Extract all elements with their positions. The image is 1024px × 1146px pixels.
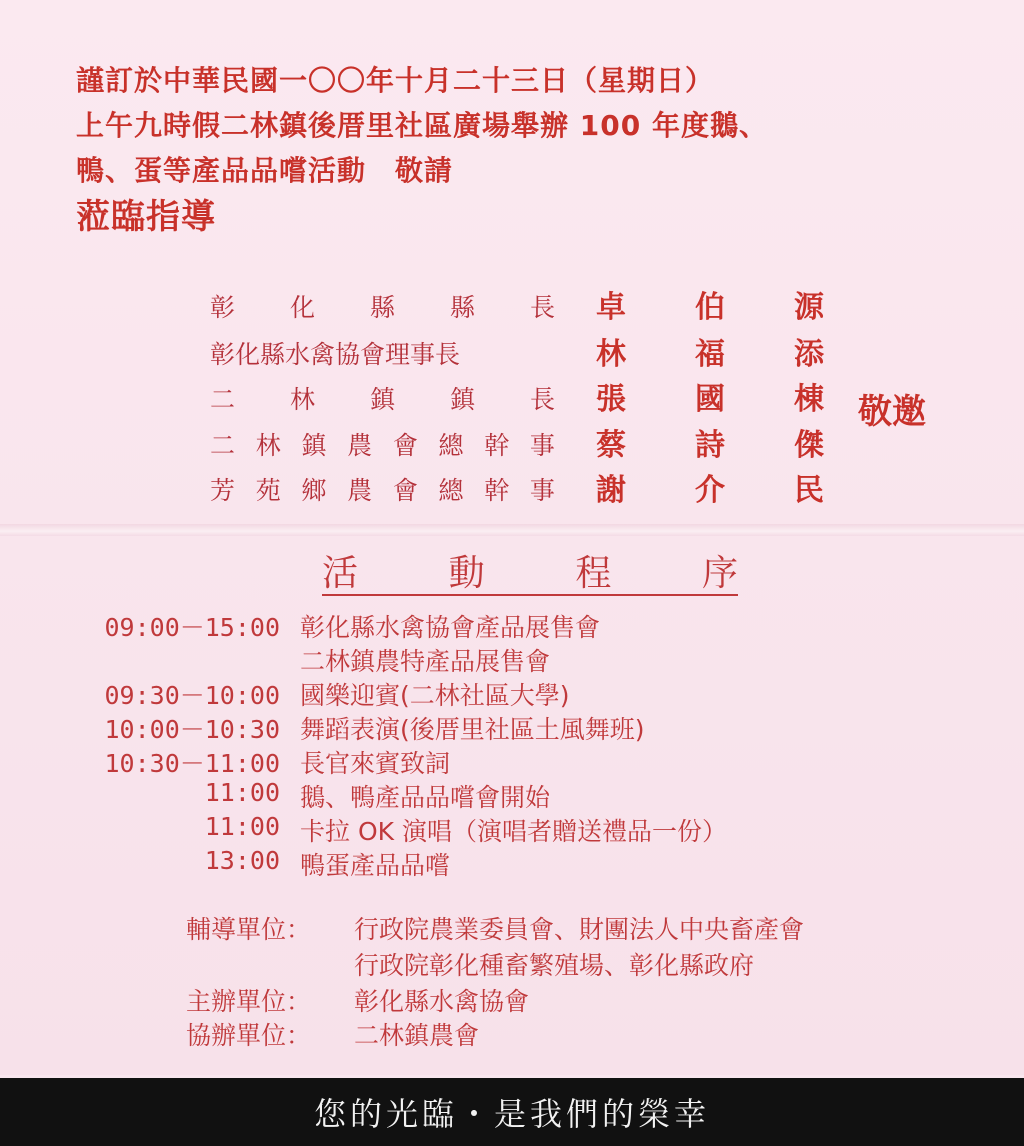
host-title-char: 事: [529, 476, 555, 505]
host-title-char: 總: [438, 431, 464, 460]
intro-line-4: 蒞臨指導: [76, 197, 216, 237]
host-name-char: 國: [695, 382, 725, 417]
schedule-activity: 鴨蛋產品品嚐: [300, 851, 451, 880]
program-title-char: 程: [575, 553, 612, 594]
host-name-char: 伯: [695, 290, 725, 325]
invitation-intro: [76, 58, 976, 240]
schedule-time: 11:00: [204, 778, 280, 807]
host-title-char: 會: [392, 431, 418, 460]
host-org-value: 彰化縣水禽協會: [354, 987, 530, 1016]
host-title-char: 彰: [210, 293, 236, 322]
host-title-char: 鎮: [301, 431, 327, 460]
schedule-time: 11:00: [204, 812, 280, 841]
co-org-label: 協辦單位：: [186, 1021, 312, 1050]
host-title-char: 鎮: [369, 385, 395, 414]
invite-text: 敬邀: [858, 392, 926, 432]
schedule-activity: 長官來賓致詞: [300, 749, 451, 778]
host-title-char: 農: [347, 431, 373, 460]
host-title-char: 縣: [449, 293, 475, 322]
host-title: [210, 471, 555, 507]
program-title-char: 活: [322, 553, 359, 594]
host-title-char: 總: [438, 476, 464, 505]
host-org-label: 主辦單位：: [186, 987, 312, 1016]
footer-text: 您的光臨・是我們的榮幸: [313, 1095, 710, 1133]
host-title: [210, 426, 555, 462]
host-name: [596, 282, 824, 326]
host-name: [596, 329, 824, 373]
host-name: [596, 420, 824, 464]
schedule-time: 10:00－10:30: [104, 715, 280, 744]
program-title-char: 動: [448, 553, 485, 594]
program-title-char: 序: [701, 553, 738, 594]
schedule-time: 10:30－11:00: [104, 749, 280, 778]
schedule-activity: 國樂迎賓(二林社區大學): [300, 681, 570, 710]
host-title-char: 長: [529, 293, 555, 322]
host-name: [596, 465, 824, 509]
host-name-char: 林: [596, 337, 626, 372]
host-title-char: 長: [529, 385, 555, 414]
host-title-char: 會: [392, 476, 418, 505]
program-title: [322, 554, 738, 596]
host-title-char: 二: [210, 385, 236, 414]
intro-line-3: 鴨、蛋等產品品嚐活動 敬請: [76, 154, 454, 187]
paper-fold: [0, 524, 1024, 536]
host-name-char: 謝: [596, 473, 626, 508]
host-title-char: 彰化縣水禽協會理事長: [210, 340, 461, 369]
host-name-char: 介: [695, 473, 725, 508]
intro-line-2: 上午九時假二林鎮後厝里社區廣場舉辦 100 年度鵝、: [76, 109, 768, 142]
host-title-char: 苑: [255, 476, 281, 505]
schedule-activity: 二林鎮農特產品展售會: [300, 647, 551, 676]
host-title: [210, 335, 555, 371]
host-title-char: 二: [210, 431, 236, 460]
host-name-char: 福: [695, 337, 725, 372]
co-org-value: 二林鎮農會: [354, 1021, 480, 1050]
host-title-char: 鎮: [449, 385, 475, 414]
host-name-char: 民: [794, 473, 824, 508]
host-title-char: 農: [347, 476, 373, 505]
host-title: [210, 288, 555, 324]
host-title-char: 縣: [369, 293, 395, 322]
host-title-char: 林: [289, 385, 315, 414]
advisor-line-2: 行政院彰化種畜繁殖場、彰化縣政府: [354, 951, 755, 980]
intro-line-1: 謹訂於中華民國一〇〇年十月二十三日（星期日）: [76, 64, 715, 97]
host-name-char: 卓: [596, 290, 626, 325]
host-name-char: 源: [794, 290, 824, 325]
host-name-char: 棟: [794, 382, 824, 417]
host-title-char: 鄉: [301, 476, 327, 505]
host-name: [596, 374, 824, 418]
schedule-activity: 鵝、鴨產品品嚐會開始: [300, 783, 551, 812]
schedule-time: 09:30－10:00: [104, 681, 280, 710]
schedule-time: 13:00: [204, 846, 280, 875]
host-title-char: 林: [255, 431, 281, 460]
schedule-activity: 卡拉 OK 演唱（演唱者贈送禮品一份）: [300, 817, 727, 846]
host-title-char: 幹: [484, 476, 510, 505]
advisor-line-1: 行政院農業委員會、財團法人中央畜產會: [354, 915, 805, 944]
advisor-label: 輔導單位：: [186, 915, 312, 944]
host-name-char: 張: [596, 382, 626, 417]
host-title: [210, 380, 555, 416]
host-title-char: 幹: [484, 431, 510, 460]
host-name-char: 蔡: [596, 428, 626, 463]
schedule-activity: 彰化縣水禽協會產品展售會: [300, 613, 601, 642]
host-name-char: 傑: [794, 428, 824, 463]
host-title-char: 芳: [210, 476, 236, 505]
host-name-char: 添: [794, 337, 824, 372]
host-title-char: 化: [289, 293, 315, 322]
schedule-activity: 舞蹈表演(後厝里社區土風舞班): [300, 715, 645, 744]
schedule-time: 09:00－15:00: [104, 613, 280, 642]
host-name-char: 詩: [695, 428, 725, 463]
host-title-char: 事: [529, 431, 555, 460]
footer-banner: [0, 1078, 1024, 1146]
